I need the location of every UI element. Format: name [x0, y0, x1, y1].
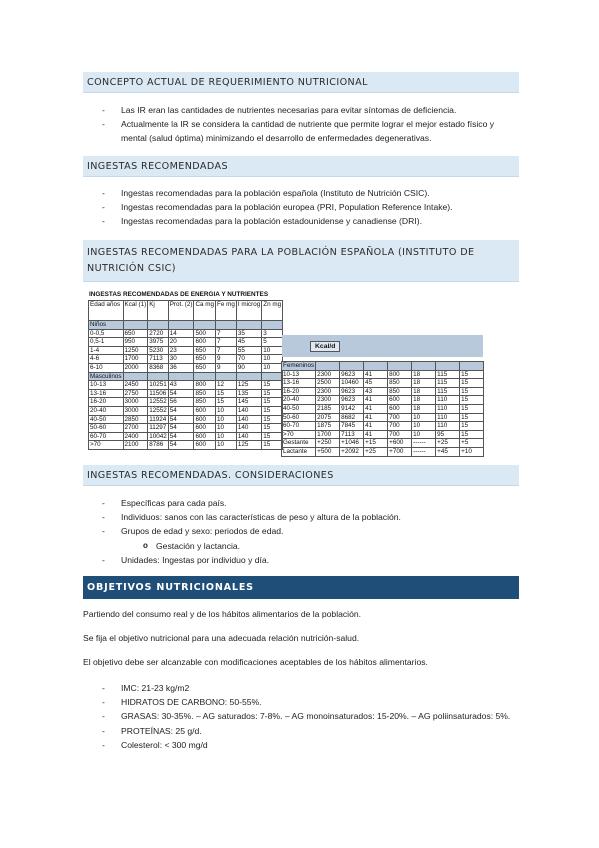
table-row — [282, 447, 484, 456]
table-cell: 600 — [194, 415, 216, 424]
objetivos-list — [83, 681, 519, 752]
table-cell: 41 — [364, 430, 388, 439]
table-header-row — [89, 301, 283, 321]
table-row — [89, 415, 283, 424]
table-cell: 600 — [388, 396, 412, 405]
table-cell: 15 — [262, 381, 283, 390]
table-cell: 2300 — [316, 370, 340, 379]
table-cell: 35 — [236, 329, 261, 338]
table-cell: 2850 — [123, 415, 148, 424]
list-item: - Grupos de edad y sexo: periodos de edad. — [83, 524, 519, 538]
table-cell: 4-6 — [89, 355, 124, 364]
section-title-text: INGESTAS RECOMENDADAS PARA LA POBLACIÓN ESPAÑOLA (INSTITUTO DE NUTRICIÓN CSIC) — [87, 247, 475, 274]
section-title-text: INGESTAS RECOMENDADAS — [87, 161, 228, 172]
table-cell: 20-40 — [89, 406, 124, 415]
table-cell: 2720 — [148, 329, 169, 338]
table-cell: 15 — [460, 396, 484, 405]
table-cell: +5 — [460, 439, 484, 448]
table-cell: 45 — [236, 338, 261, 347]
table-cell: 40-50 — [89, 415, 124, 424]
consideraciones-list — [83, 496, 519, 567]
table-left — [88, 300, 283, 450]
table-cell: 14 — [168, 329, 194, 338]
table-cell: 3975 — [148, 338, 169, 347]
table-cell: 10460 — [340, 379, 364, 388]
nutrient-table-image — [86, 290, 486, 455]
table-cell: 850 — [388, 387, 412, 396]
table-cell: 3 — [262, 329, 283, 338]
table-cell: 9623 — [340, 387, 364, 396]
table-row — [89, 338, 283, 347]
table-cell: 0,5-1 — [89, 338, 124, 347]
table-cell: 2500 — [316, 379, 340, 388]
table-cell: 20-40 — [282, 396, 316, 405]
table-right — [281, 361, 484, 457]
table-cell: 9 — [216, 355, 237, 364]
table-cell: 15 — [216, 389, 237, 398]
group-label: Masculinos — [90, 372, 122, 380]
table-cell: 18 — [412, 379, 436, 388]
table-cell: 2400 — [123, 432, 148, 441]
table-cell: +25 — [364, 447, 388, 456]
table-cell: 30 — [168, 355, 194, 364]
table-cell: 145 — [236, 398, 261, 407]
table-cell: 7113 — [148, 355, 169, 364]
table-cell: 15 — [262, 415, 283, 424]
table-row — [282, 404, 484, 413]
list-item: - Ingestas recomendadas para la población estadounidense y canadiense (DRI). — [83, 214, 519, 228]
table-cell: 650 — [123, 329, 148, 338]
table-cell: 8682 — [340, 413, 364, 422]
paragraph: Se fija el objetivo nutricional para una adecuada relación nutrición-salud. — [83, 633, 360, 643]
table-header: Edad años — [89, 301, 124, 321]
table-cell: 140 — [236, 432, 261, 441]
table-cell: 2100 — [123, 441, 148, 450]
table-cell: 41 — [364, 404, 388, 413]
table-cell: 54 — [168, 441, 194, 450]
table-row — [89, 406, 283, 415]
table-cell: 115 — [436, 379, 460, 388]
table-row — [89, 363, 283, 372]
table-cell: 13-16 — [282, 379, 316, 388]
list-item: - Unidades: Ingestas por individuo y día. — [83, 553, 519, 567]
table-cell: 10 — [412, 430, 436, 439]
kcal-label: Kcal/d — [310, 341, 340, 352]
table-cell: 12552 — [149, 406, 167, 414]
list-item: - PROTEÍNAS: 25 g/d. — [83, 724, 519, 738]
table-cell: 2300 — [316, 387, 340, 396]
table-cell: 10 — [216, 406, 237, 415]
table-cell: 125 — [236, 441, 261, 450]
table-cell: 600 — [194, 432, 216, 441]
table-cell: 15 — [262, 424, 283, 433]
table-cell: ------ — [412, 439, 436, 448]
table-cell: 140 — [236, 406, 261, 415]
section-title-poblacion-espanola — [83, 240, 519, 282]
table-cell: 16-20 — [282, 387, 316, 396]
table-cell: 700 — [388, 422, 412, 431]
table-cell: +600 — [388, 439, 412, 448]
table-cell: 5 — [262, 338, 283, 347]
table-cell: 18 — [412, 387, 436, 396]
table-row — [89, 424, 283, 433]
table-cell: 15 — [460, 430, 484, 439]
table-row — [282, 379, 484, 388]
table-header: Ca mg — [194, 301, 216, 321]
table-cell: 2450 — [123, 381, 148, 390]
table-cell: 125 — [236, 381, 261, 390]
table-cell: 115 — [436, 370, 460, 379]
list-item: - Específicas para cada país. — [83, 496, 519, 510]
list-item: - Colesterol: < 300 mg/d — [83, 738, 519, 752]
table-cell: Lactante — [282, 447, 316, 456]
table-cell: 36 — [168, 363, 194, 372]
table-cell: >70 — [282, 430, 316, 439]
table-row — [89, 441, 283, 450]
table-cell: 1700 — [316, 430, 340, 439]
kcal-banner — [282, 335, 483, 357]
table-cell: +10 — [460, 447, 484, 456]
table-cell: 11924 — [149, 415, 167, 423]
table-cell: 18 — [412, 396, 436, 405]
table-cell: 650 — [194, 355, 216, 364]
table-cell: 600 — [194, 338, 216, 347]
table-row — [89, 355, 283, 364]
table-cell: 1-4 — [89, 346, 124, 355]
table-cell: 850 — [194, 389, 216, 398]
table-cell: 10251 — [149, 381, 167, 389]
table-cell: 10 — [262, 355, 283, 364]
table-cell: 140 — [236, 424, 261, 433]
table-row — [282, 439, 484, 448]
table-cell: 1700 — [123, 355, 148, 364]
table-row — [89, 381, 283, 390]
table-cell: 2185 — [316, 404, 340, 413]
table-cell: 15 — [460, 404, 484, 413]
table-cell: 13-16 — [89, 389, 124, 398]
table-cell: ------ — [412, 447, 436, 456]
table-cell: 600 — [194, 406, 216, 415]
table-cell: 54 — [168, 424, 194, 433]
table-cell: 8786 — [148, 441, 169, 450]
table-cell: 600 — [388, 404, 412, 413]
table-cell: 54 — [168, 415, 194, 424]
section-title-text: OBJETIVOS NUTRICIONALES — [87, 582, 254, 593]
table-row — [282, 430, 484, 439]
table-cell: 11297 — [149, 424, 167, 432]
table-cell: 2750 — [123, 389, 148, 398]
table-cell: 140 — [236, 415, 261, 424]
table-cell: 1250 — [123, 346, 148, 355]
table-cell: 15 — [262, 406, 283, 415]
table-cell: 10 — [216, 441, 237, 450]
table-cell: 40-50 — [282, 404, 316, 413]
table-cell: 110 — [436, 396, 460, 405]
list-item: - Individuos: sanos con las características de peso y altura de la población. — [83, 510, 519, 524]
concepto-list — [83, 103, 519, 146]
table-cell: 50-60 — [89, 424, 124, 433]
table-cell: 9 — [216, 363, 237, 372]
table-cell: 54 — [168, 389, 194, 398]
section-title-text: INGESTAS RECOMENDADAS. CONSIDERACIONES — [87, 470, 334, 481]
table-cell: 10-13 — [282, 370, 316, 379]
section-title-concepto — [83, 72, 519, 93]
table-cell: +1046 — [340, 439, 364, 448]
table-cell: 9623 — [340, 396, 364, 405]
table-header: Prot. (2) — [168, 301, 194, 321]
table-cell: +25 — [436, 439, 460, 448]
group-label: Femeninos — [283, 362, 315, 369]
table-row — [282, 396, 484, 405]
table-cell: 95 — [436, 430, 460, 439]
table-cell: 5230 — [148, 346, 169, 355]
list-item: - HIDRATOS DE CARBONO: 50-55%. — [83, 695, 519, 709]
table-cell: 12 — [216, 381, 237, 390]
paragraph: Partiendo del consumo real y de los hábitos alimentarios de la población. — [83, 609, 362, 619]
table-cell: 2000 — [123, 363, 148, 372]
table-cell: +2092 — [340, 447, 364, 456]
table-cell: 650 — [194, 346, 216, 355]
table-header: Zn mg — [262, 301, 283, 321]
table-cell: 10 — [216, 415, 237, 424]
section-title-consideraciones — [83, 465, 519, 486]
list-item: - Las IR eran las cantidades de nutrientes necesarias para evitar síntomas de deficiencia. — [83, 103, 519, 117]
table-cell: 650 — [194, 363, 216, 372]
table-cell: 850 — [388, 379, 412, 388]
table-group-row — [89, 321, 283, 330]
table-cell: 10-13 — [89, 381, 124, 390]
table-cell: 20 — [168, 338, 194, 347]
table-cell: 6-10 — [89, 363, 124, 372]
table-row — [89, 329, 283, 338]
table-cell: 41 — [364, 396, 388, 405]
table-cell: 60-70 — [282, 422, 316, 431]
table-cell: >70 — [89, 441, 124, 450]
list-subitem: o Gestación y lactancia. — [83, 539, 519, 553]
table-cell: 7845 — [340, 422, 364, 431]
table-cell: 110 — [436, 404, 460, 413]
table-header: I microg — [236, 301, 261, 321]
table-cell: 3000 — [123, 398, 148, 407]
table-cell: 10 — [216, 432, 237, 441]
table-cell: 10 — [216, 424, 237, 433]
table-cell: +45 — [436, 447, 460, 456]
table-cell: 60-70 — [89, 432, 124, 441]
table-cell: +500 — [316, 447, 340, 456]
table-cell: 41 — [364, 370, 388, 379]
section-title-ingestas — [83, 156, 519, 177]
table-row — [89, 389, 283, 398]
table-cell: 7 — [216, 346, 237, 355]
table-cell: 15 — [460, 387, 484, 396]
table-cell: 15 — [460, 370, 484, 379]
table-cell: 15 — [460, 379, 484, 388]
table-cell: 3000 — [123, 406, 148, 415]
table-cell: 115 — [436, 387, 460, 396]
table-cell: +700 — [388, 447, 412, 456]
table-row — [282, 413, 484, 422]
table-cell: 15 — [460, 413, 484, 422]
table-cell: 2075 — [316, 413, 340, 422]
table-cell: 700 — [388, 413, 412, 422]
table-cell: 54 — [168, 432, 194, 441]
table-cell: 54 — [168, 406, 194, 415]
table-cell: 56 — [168, 398, 194, 407]
table-cell: 600 — [194, 441, 216, 450]
table-row — [89, 432, 283, 441]
list-item: - Actualmente la IR se considera la cantidad de nutriente que permite lograr el mejor estado físico y mental (salud óptima) minimizando el desarrollo de enfermedades degenerativas. — [83, 117, 519, 145]
table-cell: 50-60 — [282, 413, 316, 422]
table-cell: 1875 — [316, 422, 340, 431]
list-item: - GRASAS: 30-35%. – AG saturados: 7-8%. – AG monoinsaturados: 15-20%. – AG poliinsaturados: 5%. — [83, 709, 519, 723]
table-cell: 43 — [364, 387, 388, 396]
table-cell: +250 — [316, 439, 340, 448]
table-group-row — [89, 372, 283, 381]
table-cell: 9623 — [340, 370, 364, 379]
table-cell: 70 — [236, 355, 261, 364]
table-cell: 16-20 — [89, 398, 124, 407]
table-cell: 800 — [388, 370, 412, 379]
table-cell: 135 — [236, 389, 261, 398]
table-cell: 7113 — [340, 430, 364, 439]
table-cell: 950 — [123, 338, 148, 347]
table-header: Fe mg — [216, 301, 237, 321]
table-cell: 500 — [194, 329, 216, 338]
ingestas-list — [83, 186, 519, 229]
table-cell: 10 — [412, 422, 436, 431]
table-row — [282, 387, 484, 396]
table-cell: 90 — [236, 363, 261, 372]
table-cell: 15 — [262, 398, 283, 407]
table-cell: 10 — [412, 413, 436, 422]
table-cell: 18 — [412, 404, 436, 413]
list-item: - Ingestas recomendadas para la población española (Instituto de Nutrición CSIC). — [83, 186, 519, 200]
paragraph: El objetivo debe ser alcanzable con modificaciones aceptables de los hábitos alimentarios. — [83, 657, 428, 667]
table-row — [282, 370, 484, 379]
table-cell: 110 — [436, 422, 460, 431]
table-group-row — [282, 362, 484, 371]
table-cell: 55 — [236, 346, 261, 355]
table-cell: 600 — [194, 424, 216, 433]
table-cell: 800 — [194, 381, 216, 390]
table-header: Kcal (1) — [123, 301, 148, 321]
table-cell: 15 — [460, 422, 484, 431]
table-cell: 43 — [168, 381, 194, 390]
table-cell: 9142 — [340, 404, 364, 413]
table-cell: 11506 — [149, 389, 167, 397]
table-row — [89, 398, 283, 407]
table-cell: Gestante — [282, 439, 316, 448]
table-cell: 15 — [262, 432, 283, 441]
table-cell: 10042 — [149, 432, 167, 440]
table-cell: 15 — [216, 398, 237, 407]
table-cell: +15 — [364, 439, 388, 448]
table-cell: 8368 — [148, 363, 169, 372]
table-cell: 45 — [364, 379, 388, 388]
table-cell: 12552 — [149, 398, 167, 406]
table-cell: 7 — [216, 338, 237, 347]
table-cell: 41 — [364, 422, 388, 431]
group-label: Niños — [89, 321, 124, 330]
table-cell: 15 — [262, 441, 283, 450]
table-cell: 23 — [168, 346, 194, 355]
table-cell: 10 — [262, 346, 283, 355]
table-cell: 850 — [194, 398, 216, 407]
section-title-objetivos — [83, 576, 519, 599]
table-cell: 110 — [436, 413, 460, 422]
table-cell: 2700 — [123, 424, 148, 433]
table-title: INGESTAS RECOMENDADAS DE ENERGIA Y NUTRIENTES — [89, 291, 269, 298]
table-cell: 41 — [364, 413, 388, 422]
table-header: Kj — [148, 301, 169, 321]
table-cell: 7 — [216, 329, 237, 338]
table-row — [89, 346, 283, 355]
table-row — [282, 422, 484, 431]
table-cell: 2300 — [316, 396, 340, 405]
table-cell: 700 — [388, 430, 412, 439]
table-cell: 15 — [262, 389, 283, 398]
table-cell: 18 — [412, 370, 436, 379]
table-cell: 0-0,5 — [89, 329, 124, 338]
list-item: - Ingestas recomendadas para la población europea (PRI, Population Reference Intake). — [83, 200, 519, 214]
table-cell: 10 — [262, 363, 283, 372]
section-title-text: CONCEPTO ACTUAL DE REQUERIMIENTO NUTRICIONAL — [87, 77, 368, 88]
list-item: - IMC: 21-23 kg/m2 — [83, 681, 519, 695]
